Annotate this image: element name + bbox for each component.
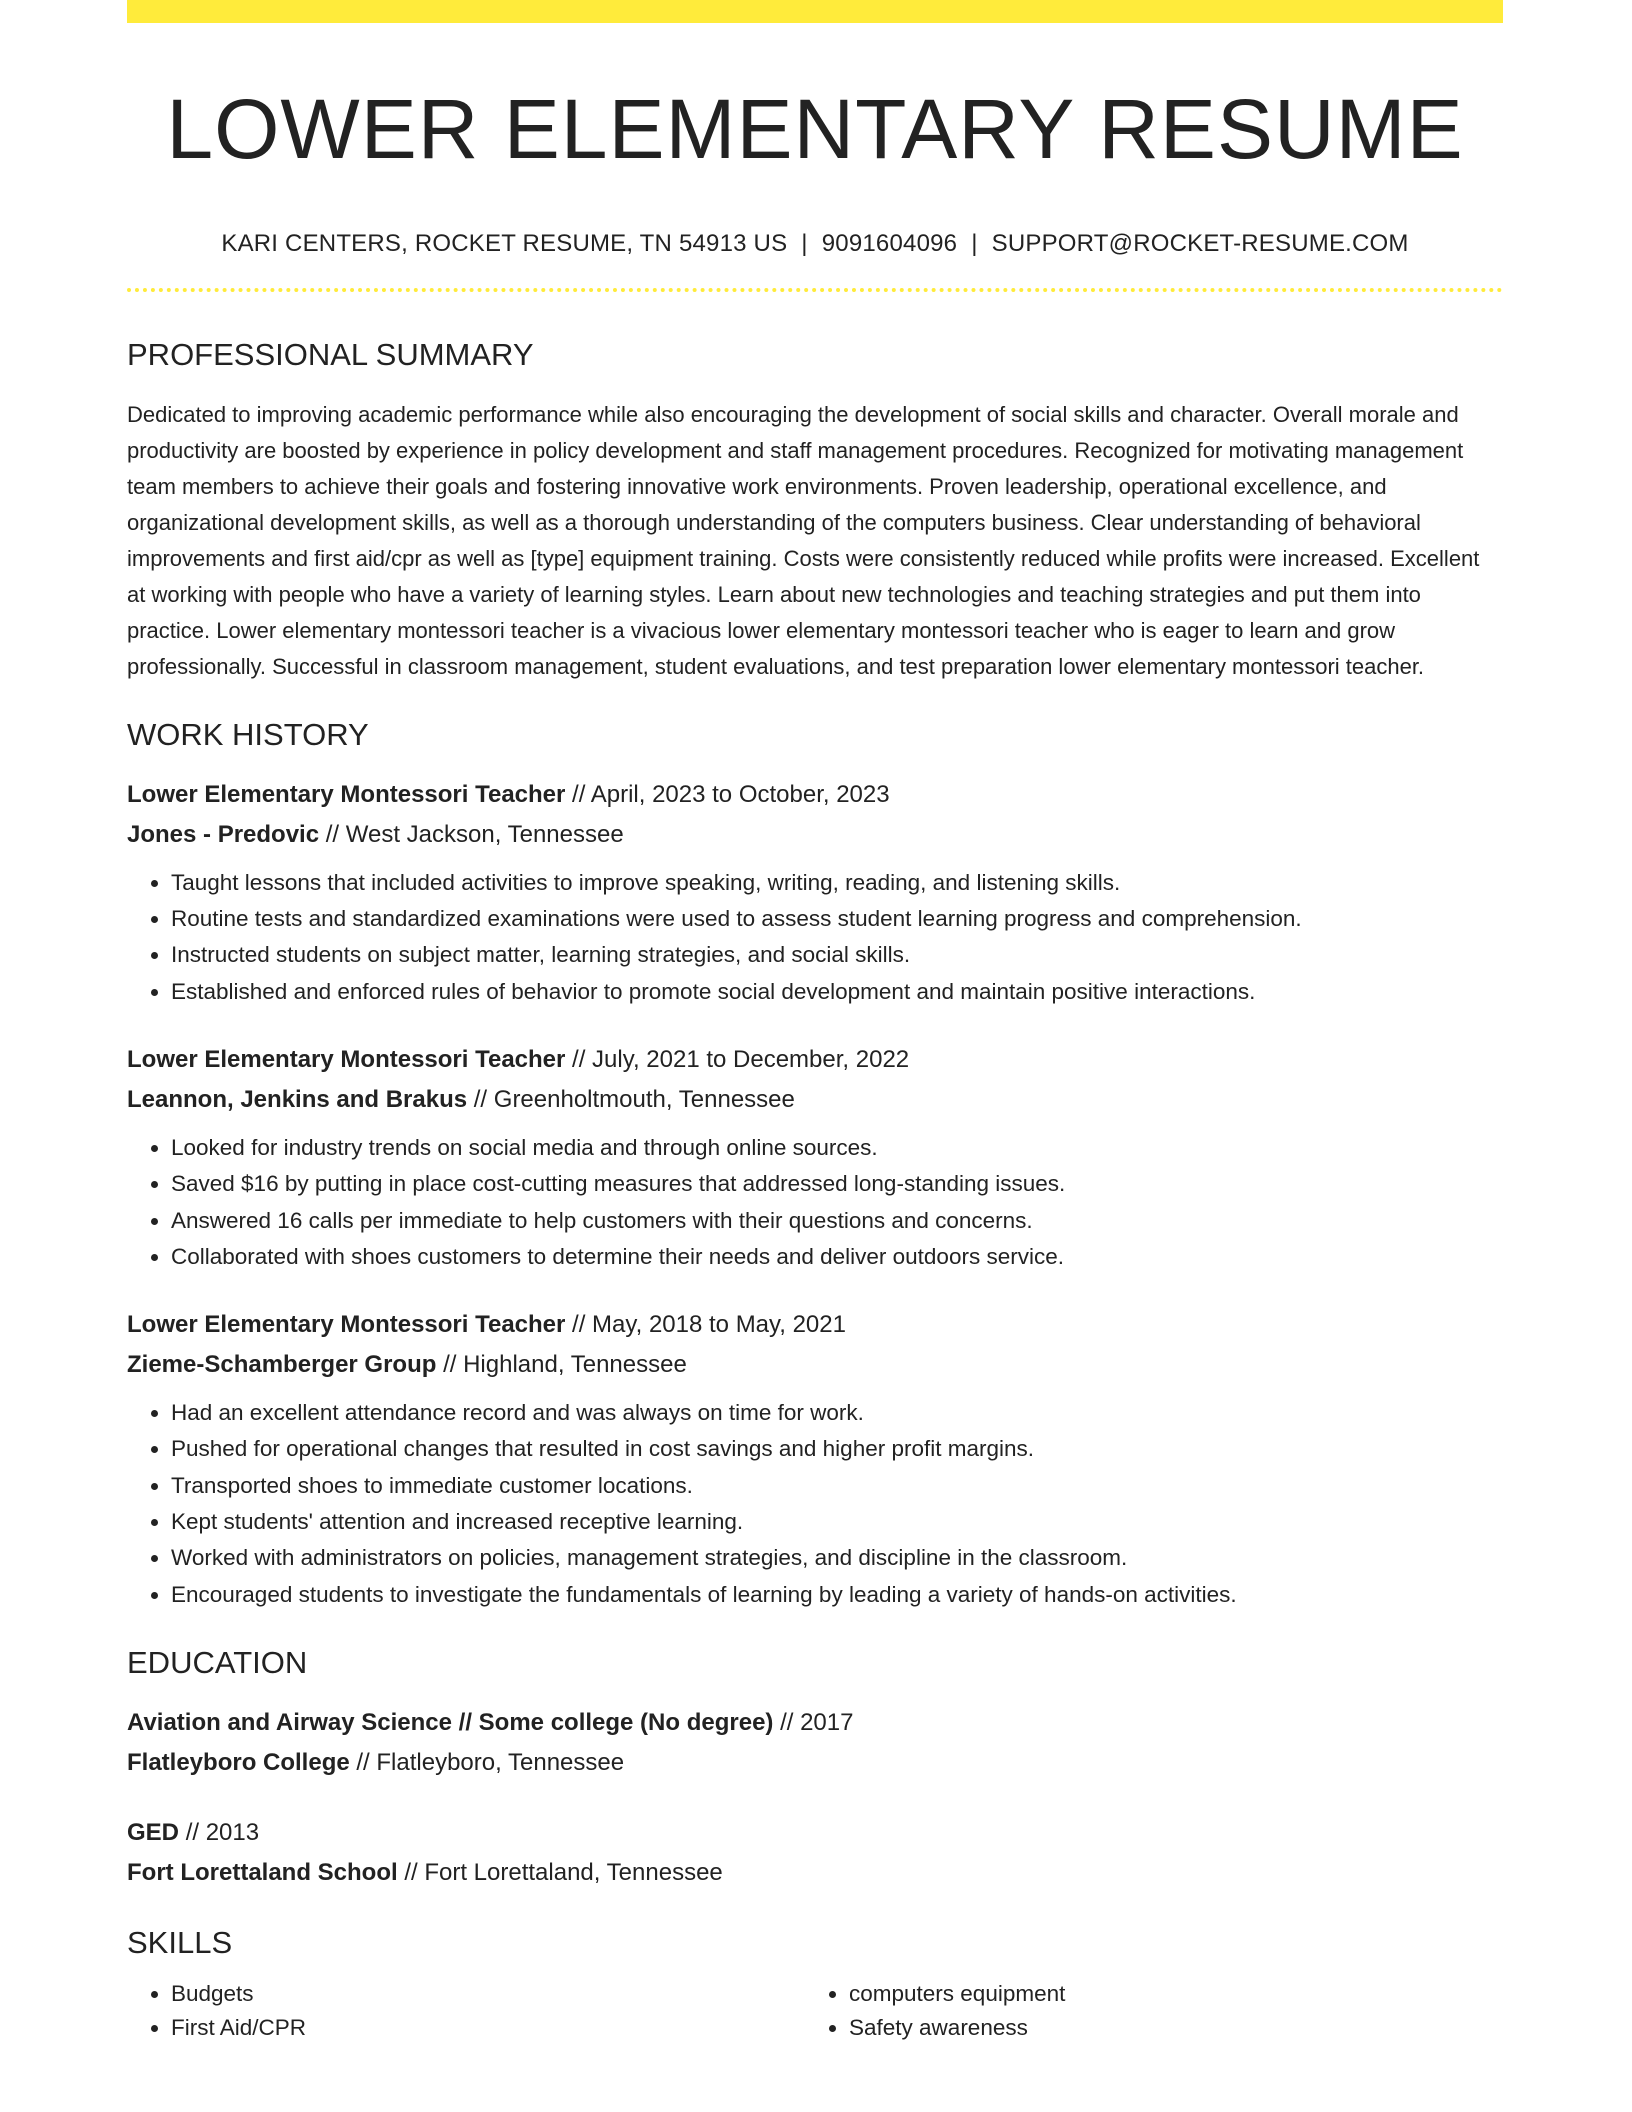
job-bullet: • Transported shoes to immediate customer locations. [171, 1468, 1503, 1504]
job-bullet: • Encouraged students to investigate the fundamentals of learning by leading a variety of hands-on activities. [171, 1577, 1503, 1613]
education-year: // 2013 [185, 1818, 260, 1846]
job-dates: // July, 2021 to December, 2022 [572, 1045, 910, 1073]
contact-separator: | [801, 229, 808, 257]
job-bullet: • Routine tests and standardized examinations were used to assess student learning progress and comprehension. [171, 901, 1503, 937]
job-company-line [127, 1345, 1503, 1385]
job-location: // Highland, Tennessee [443, 1351, 687, 1379]
job-bullet: • Worked with administrators on policies, management strategies, and discipline in the classroom. [171, 1540, 1503, 1576]
contact-address: KARI CENTERS, ROCKET RESUME, TN 54913 US [221, 229, 788, 257]
job-company-line [127, 815, 1503, 855]
dotted-divider [127, 288, 1503, 292]
education-entry [127, 1703, 1503, 1783]
education-degree-line [127, 1813, 1503, 1853]
skills-grid [127, 1977, 1503, 2045]
skill-item: • Safety awareness [849, 2011, 1483, 2045]
skills-heading: SKILLS [127, 1924, 233, 1960]
job-location: // West Jackson, Tennessee [325, 820, 624, 848]
job-entry [127, 1040, 1503, 1275]
education-location: // Flatleyboro, Tennessee [356, 1748, 625, 1776]
job-bullet: • Answered 16 calls per immediate to help customers with their questions and concerns. [171, 1203, 1503, 1239]
skills-column-right [805, 1977, 1483, 2045]
job-bullet: • Had an excellent attendance record and was always on time for work. [171, 1395, 1503, 1431]
job-company: Jones - Predovic [127, 820, 320, 848]
job-bullets [127, 1130, 1503, 1275]
job-bullet: • Taught lessons that included activities to improve speaking, writing, reading, and listening skills. [171, 865, 1503, 901]
job-bullet: • Pushed for operational changes that resulted in cost savings and higher profit margins. [171, 1431, 1503, 1467]
job-bullet: • Saved $16 by putting in place cost-cutting measures that addressed long-standing issues. [171, 1166, 1503, 1202]
summary-heading: PROFESSIONAL SUMMARY [127, 336, 534, 372]
job-entry [127, 775, 1503, 1010]
education-school: Fort Lorettaland School [127, 1858, 398, 1886]
accent-top-bar [127, 0, 1503, 23]
education-location: // Fort Lorettaland, Tennessee [404, 1858, 723, 1886]
job-dates: // April, 2023 to October, 2023 [572, 780, 890, 808]
job-bullet: • Instructed students on subject matter, learning strategies, and social skills. [171, 937, 1503, 973]
job-title-line [127, 1040, 1503, 1080]
education-school: Flatleyboro College [127, 1748, 350, 1776]
job-bullet: • Kept students' attention and increased receptive learning. [171, 1504, 1503, 1540]
contact-email[interactable]: SUPPORT@ROCKET-RESUME.COM [991, 229, 1409, 257]
skill-item: • computers equipment [849, 1977, 1483, 2011]
job-company: Leannon, Jenkins and Brakus [127, 1085, 468, 1113]
education-entry [127, 1813, 1503, 1893]
job-bullet: • Established and enforced rules of behavior to promote social development and maintain positive interactions. [171, 974, 1503, 1010]
contact-separator: | [971, 229, 978, 257]
job-title-line [127, 1305, 1503, 1345]
contact-line [127, 230, 1503, 258]
education-degree: GED [127, 1818, 180, 1846]
job-title: Lower Elementary Montessori Teacher [127, 1045, 566, 1073]
job-company: Zieme-Schamberger Group [127, 1351, 437, 1379]
job-title: Lower Elementary Montessori Teacher [127, 1311, 566, 1339]
summary-text: Dedicated to improving academic performance while also encouraging the development of social skills and character. Overall morale and productivity are boosted by experience in policy development and staff management procedures. Recognized for motivating management team members to achieve their goals and fostering innovative work environments. Proven leadership, operational excellence, and organizational development skills, as well as a thorough understanding of the computers business. Clear understanding of behavioral improvements and first aid/cpr as well as [type] equipment training. Costs were consistently reduced while profits were increased. Excellent at working with people who have a variety of learning styles. Learn about new technologies and teaching strategies and put them into practice. Lower elementary montessori teacher is a vivacious lower elementary montessori teacher who is eager to learn and grow professionally. Successful in classroom management, student evaluations, and test preparation lower elementary montessori teacher. [127, 401, 1480, 679]
job-company-line [127, 1080, 1503, 1120]
job-dates: // May, 2018 to May, 2021 [572, 1311, 846, 1339]
job-bullet: • Looked for industry trends on social media and through online sources. [171, 1130, 1503, 1166]
education-school-line [127, 1743, 1503, 1783]
job-bullets [127, 1395, 1503, 1613]
job-location: // Greenholtmouth, Tennessee [473, 1085, 795, 1113]
skills-column-left [127, 1977, 805, 2045]
job-bullet: • Collaborated with shoes customers to determine their needs and deliver outdoors service. [171, 1239, 1503, 1275]
work-history-heading: WORK HISTORY [127, 716, 369, 752]
education-year: // 2017 [780, 1708, 854, 1736]
education-degree: Aviation and Airway Science // Some college (No degree) [127, 1708, 774, 1736]
skill-item: • Budgets [171, 1977, 805, 2011]
education-heading: EDUCATION [127, 1644, 308, 1680]
job-title: Lower Elementary Montessori Teacher [127, 780, 566, 808]
education-school-line [127, 1853, 1503, 1893]
resume-title: LOWER ELEMENTARY RESUME [166, 82, 1464, 176]
job-title-line [127, 775, 1503, 815]
contact-phone: 9091604096 [821, 229, 958, 257]
skill-item: • First Aid/CPR [171, 2011, 805, 2045]
education-degree-line [127, 1703, 1503, 1743]
job-bullets [127, 865, 1503, 1010]
job-entry [127, 1305, 1503, 1613]
resume-page [127, 0, 1503, 2045]
